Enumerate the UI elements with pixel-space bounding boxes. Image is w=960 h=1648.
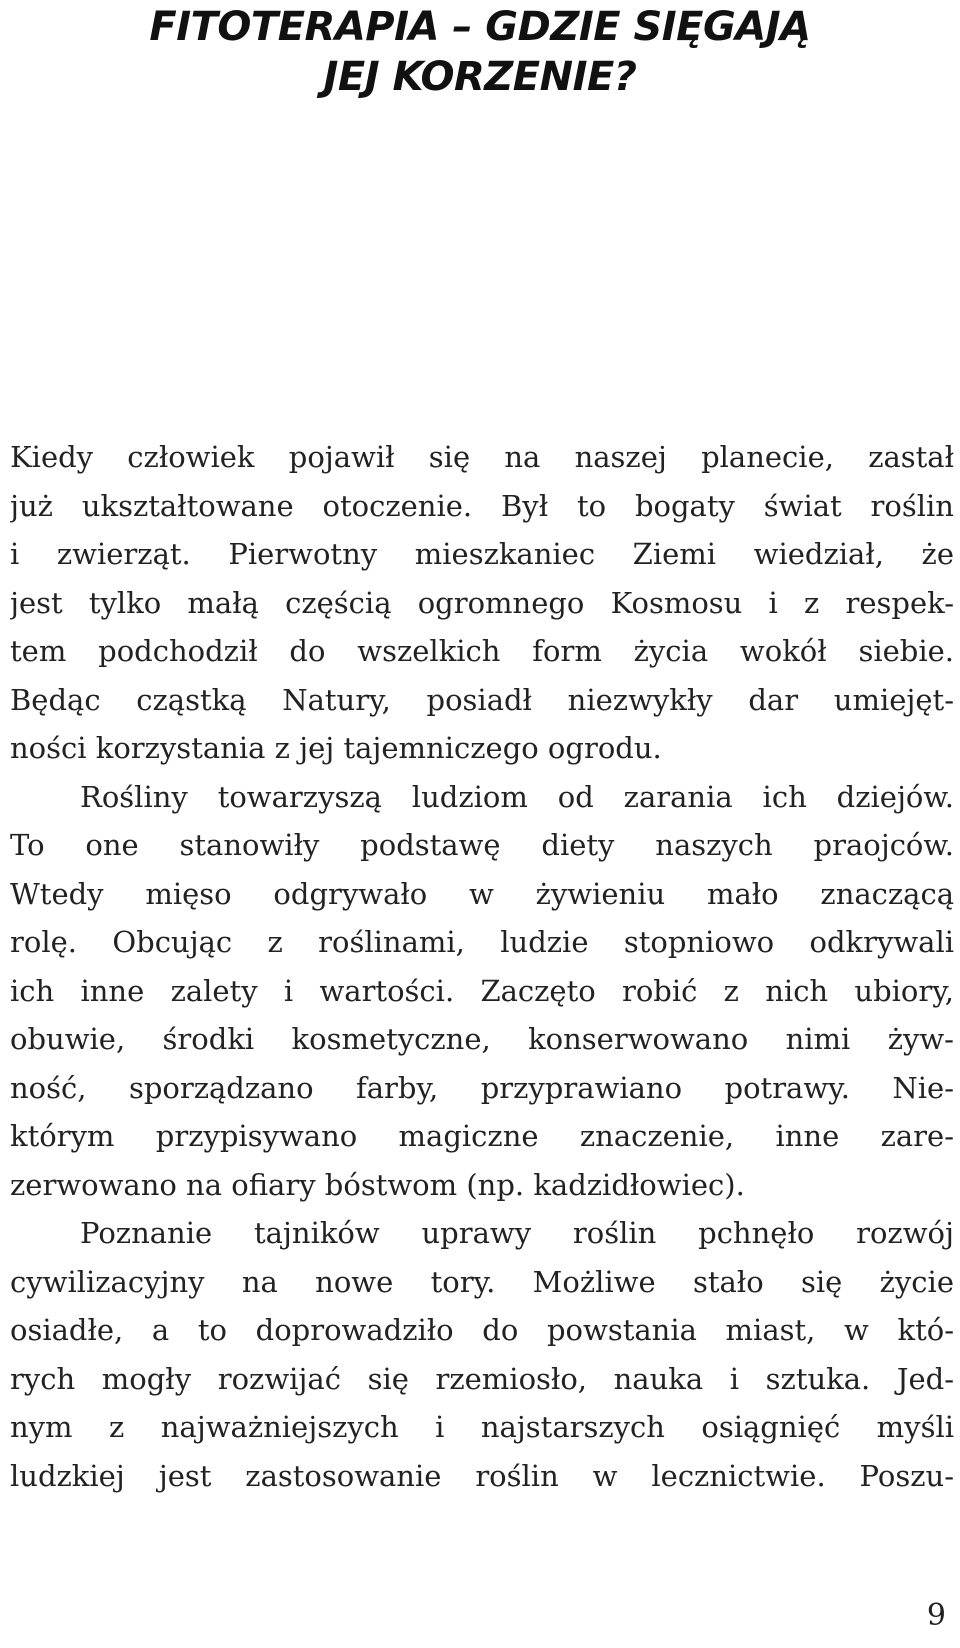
- text-line: Poznanie tajników uprawy roślin pchnęło rozwój: [80, 1216, 954, 1250]
- text-line: obuwie, środki kosmetyczne, konserwowano nimi żyw-: [10, 1022, 954, 1056]
- text-line: Będąc cząstką Natury, posiadł niezwykły dar umiejęt-: [10, 682, 954, 717]
- text-line: Kiedy człowiek pojawił się na naszej planecie, zastał: [10, 440, 954, 474]
- chapter-title-line-1: FITOTERAPIA – GDZIE SIĘGAJĄ: [149, 4, 811, 50]
- text-line: nym z najważniejszych i najstarszych osiągnięć myśli: [10, 1410, 954, 1444]
- text-line: To one stanowiły podstawę diety naszych praojców.: [10, 828, 954, 862]
- text-line: jest tylko małą częścią ogromnego Kosmosu i z respek-: [10, 585, 954, 620]
- page-number: 9: [926, 1598, 946, 1633]
- text-line: zerwowano na ofiary bóstwom (np. kadzidłowiec).: [10, 1167, 745, 1202]
- text-line: rolę. Obcując z roślinami, ludzie stopniowo odkrywali: [10, 925, 954, 959]
- text-line: i zwierząt. Pierwotny mieszkaniec Ziemi wiedział, że: [10, 537, 954, 571]
- text-line: Wtedy mięso odgrywało w żywieniu mało znaczącą: [10, 876, 954, 911]
- text-line: rych mogły rozwijać się rzemiosło, nauka i sztuka. Jed-: [10, 1361, 954, 1396]
- text-line: którym przypisywano magiczne znaczenie, inne zare-: [10, 1119, 954, 1153]
- body-text: [10, 433, 954, 1500]
- text-line: cywilizacyjny na nowe tory. Możliwe stało się życie: [10, 1264, 954, 1299]
- text-line: ność, sporządzano farby, przyprawiano potrawy. Nie-: [10, 1070, 954, 1105]
- text-line: ności korzystania z jej tajemniczego ogrodu.: [10, 731, 662, 765]
- text-line: Rośliny towarzyszą ludziom od zarania ich dziejów.: [80, 779, 954, 814]
- text-line: już ukształtowane otoczenie. Był to bogaty świat roślin: [10, 488, 954, 523]
- text-line: osiadłe, a to doprowadziło do powstania miast, w któ-: [10, 1313, 954, 1347]
- text-line: ich inne zalety i wartości. Zaczęto robić z nich ubiory,: [10, 973, 954, 1008]
- chapter-title-line-2: JEJ KORZENIE?: [323, 54, 637, 100]
- text-line: ludzkiej jest zastosowanie roślin w lecznictwie. Poszu-: [10, 1458, 954, 1493]
- text-line: tem podchodził do wszelkich form życia wokół siebie.: [10, 634, 954, 668]
- chapter-title: [20, 2, 940, 102]
